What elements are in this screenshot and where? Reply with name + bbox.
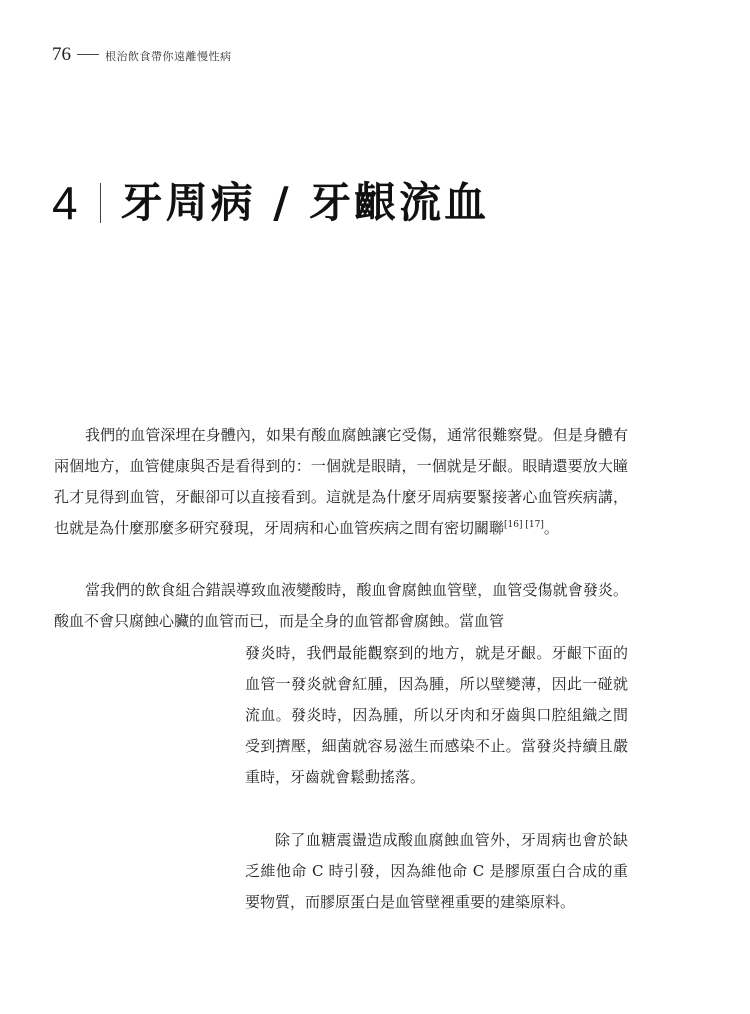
- book-title: 根治飲食帶你遠離慢性病: [105, 50, 232, 63]
- body-paragraph: 當我們的飲食組合錯誤導致血液變酸時，酸血會腐蝕血管壁，血管受傷就會發炎。酸血不會只腐蝕心臟的血管而已，而是全身的血管都會腐蝕。當血管: [54, 581, 628, 630]
- body-paragraph: 除了血糖震盪造成酸血腐蝕血管外，牙周病也會於缺乏維他命 C 時引發，因為維他命 C 是膠原蛋白合成的重要物質，而膠原蛋白是血管壁裡重要的建築原料。: [245, 831, 628, 911]
- page-number: 76: [52, 44, 71, 65]
- body-paragraph: [54, 420, 628, 544]
- chapter-number: 4: [52, 177, 78, 229]
- chapter-heading: [52, 177, 490, 229]
- header-rule: [77, 54, 99, 55]
- paragraph-text: 我們的血管深埋在身體內，如果有酸血腐蝕讓它受傷，通常很難察覺。但是身體有兩個地方，血管健康與否是看得到的：一個就是眼睛，一個就是牙齦。眼睛還要放大瞳孔才見得到血管，牙齦卻可以直接看到。這就是為什麼牙周病要緊接著心血管疾病講，也就是為什麼那麼多研究發現，牙周病和心血管疾病之間有密切關聯: [54, 426, 628, 537]
- citation-reference: [16] [17]: [504, 520, 544, 530]
- running-head: [52, 44, 232, 66]
- chapter-divider: [100, 183, 101, 223]
- chapter-title: 牙周病 / 牙齦流血: [120, 178, 490, 227]
- paragraph-end: 。: [543, 519, 559, 537]
- body-paragraph: 發炎時，我們最能觀察到的地方，就是牙齦。牙齦下面的血管一發炎就會紅腫，因為腫，所以壁變薄，因此一碰就流血。發炎時，因為腫，所以牙肉和牙齒與口腔組織之間受到擠壓，細菌就容易滋生而感染不止。當發炎持續且嚴重時，牙齒就會鬆動搖落。: [245, 644, 628, 786]
